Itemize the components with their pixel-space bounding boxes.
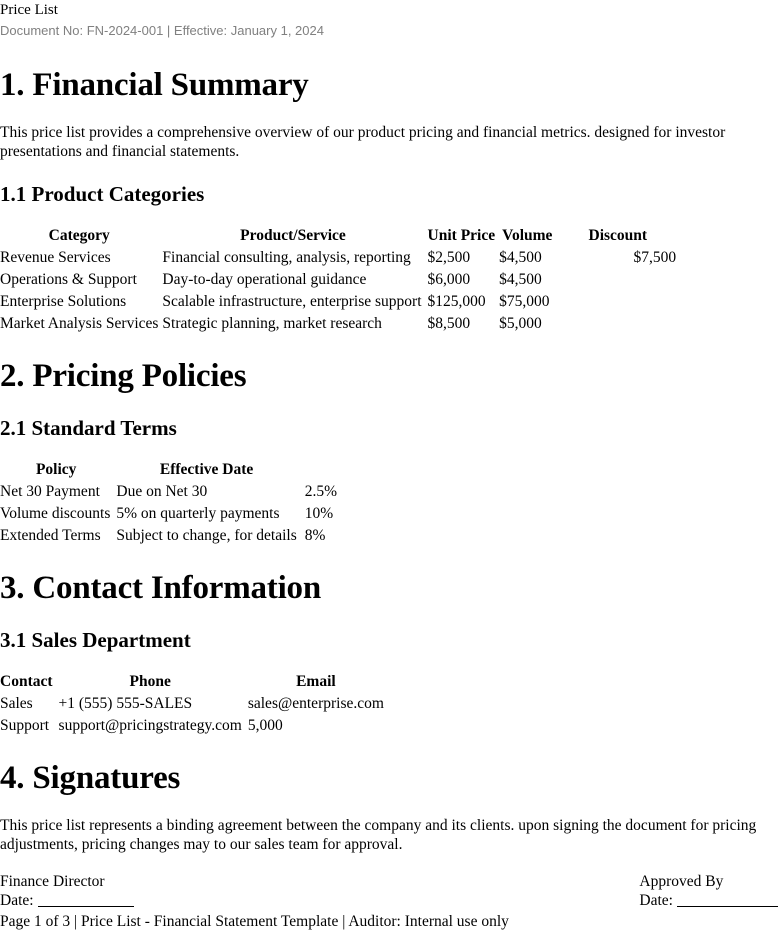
subsection-heading-2-1: 2.1 Standard Terms (0, 416, 177, 440)
spacer (0, 547, 778, 569)
document-footer: Page 1 of 3 | Price List - Financial Statement Template | Auditor: Internal use only (0, 913, 509, 930)
cell-rate: 10% (304, 505, 334, 522)
signature-role-approved-by: Approved By (639, 873, 724, 890)
cell-phone: support@pricingstrategy.com (58, 717, 242, 734)
cell-effective-date: Subject to change, for details (116, 527, 297, 544)
cell-unit-price: $125,000 (427, 293, 486, 310)
date-label: Date: (639, 892, 673, 909)
spacer (0, 40, 778, 66)
standard-terms-table (0, 459, 341, 547)
section-heading-3: 3. Contact Information (0, 570, 321, 606)
signature-block (0, 872, 778, 910)
cell-unit-price: $6,000 (427, 271, 471, 288)
cell-product: Day-to-day operational guidance (162, 271, 367, 288)
date-label: Date: (0, 892, 34, 909)
cell-phone: +1 (555) 555-SALES (58, 695, 193, 712)
cell-volume: $4,500 (499, 249, 542, 266)
spacer (0, 161, 778, 182)
table-row (0, 715, 388, 737)
section-heading-1: 1. Financial Summary (0, 67, 309, 103)
table-row (0, 247, 680, 269)
cell-category: Revenue Services (0, 249, 111, 266)
spacer (0, 797, 778, 816)
table-header-row (0, 459, 341, 481)
table-row (0, 525, 341, 547)
column-header-category: Category (48, 227, 110, 244)
cell-volume: $4,500 (499, 271, 542, 288)
cell-product: Scalable infrastructure, enterprise support (162, 293, 422, 310)
spacer (0, 607, 778, 628)
cell-policy: Extended Terms (0, 527, 101, 544)
column-header-discount: Discount (588, 227, 648, 244)
column-header-email: Email (296, 673, 336, 690)
page-title: Price List (0, 2, 58, 18)
signature-role-finance-director: Finance Director (0, 873, 105, 890)
cell-volume: $75,000 (499, 293, 550, 310)
column-header-contact: Contact (0, 673, 53, 690)
cell-rate: 8% (304, 527, 326, 544)
cell-contact: Sales (0, 695, 33, 712)
cell-category: Operations & Support (0, 271, 137, 288)
section-heading-4: 4. Signatures (0, 760, 181, 796)
table-header-row (0, 225, 680, 247)
document-header (0, 0, 778, 40)
spacer (0, 335, 778, 357)
cell-discount (559, 269, 680, 291)
table-header-row (0, 671, 388, 693)
column-header-phone: Phone (129, 673, 171, 690)
table-row (0, 269, 680, 291)
table-row (0, 503, 341, 525)
cell-discount (559, 291, 680, 313)
spacer (0, 207, 778, 225)
cell-discount (559, 313, 680, 335)
cell-effective-date: 5% on quarterly payments (116, 505, 280, 522)
spacer (0, 854, 778, 872)
table-row (0, 313, 680, 335)
cell-contact: Support (0, 717, 50, 734)
table-row (0, 481, 341, 503)
cell-unit-price: $8,500 (427, 315, 471, 332)
spacer (0, 653, 778, 671)
signature-right (639, 872, 778, 910)
section-1-intro: This price list provides a comprehensive overview of our product pricing and financial metrics. designed for investor presentations and financial statements. (0, 124, 726, 160)
cell-category: Enterprise Solutions (0, 293, 127, 310)
column-header-product-service: Product/Service (240, 227, 346, 244)
document-meta: Document No: FN-2024-001 | Effective: January 1, 2024 (0, 23, 324, 38)
signature-date-left (0, 891, 134, 910)
column-header-effective-date: Effective Date (159, 461, 254, 478)
product-categories-table (0, 225, 680, 335)
cell-product: Strategic planning, market research (162, 315, 382, 332)
spacer (0, 395, 778, 416)
section-heading-2: 2. Pricing Policies (0, 358, 247, 394)
cell-email: sales@enterprise.com (247, 695, 384, 712)
signature-date-right (639, 891, 778, 910)
signature-left (0, 872, 134, 910)
cell-category: Market Analysis Services (0, 315, 159, 332)
sales-contact-table (0, 671, 388, 737)
spacer (0, 737, 778, 759)
cell-policy: Net 30 Payment (0, 483, 100, 500)
column-header-volume: Volume (502, 227, 553, 244)
column-header-policy: Policy (35, 461, 77, 478)
table-row (0, 693, 388, 715)
cell-discount: $7,500 (633, 249, 677, 266)
cell-unit-price: $2,500 (427, 249, 471, 266)
subsection-heading-1-1: 1.1 Product Categories (0, 182, 205, 206)
date-write-in-line[interactable] (38, 906, 134, 907)
spacer (0, 104, 778, 123)
cell-policy: Volume discounts (0, 505, 111, 522)
cell-email: 5,000 (247, 717, 283, 734)
table-row (0, 291, 680, 313)
cell-product: Financial consulting, analysis, reporting (162, 249, 411, 266)
subsection-heading-3-1: 3.1 Sales Department (0, 628, 191, 652)
column-header-unit-price: Unit Price (427, 227, 496, 244)
signatures-text: This price list represents a binding agreement between the company and its clients. upon signing the document for pricing adjustments, pricing changes may to our sales team for approval. (0, 817, 757, 853)
date-write-in-line[interactable] (677, 906, 778, 907)
cell-rate: 2.5% (304, 483, 338, 500)
column-header-rate (305, 459, 341, 481)
spacer (0, 441, 778, 459)
cell-effective-date: Due on Net 30 (116, 483, 208, 500)
cell-volume: $5,000 (499, 315, 542, 332)
